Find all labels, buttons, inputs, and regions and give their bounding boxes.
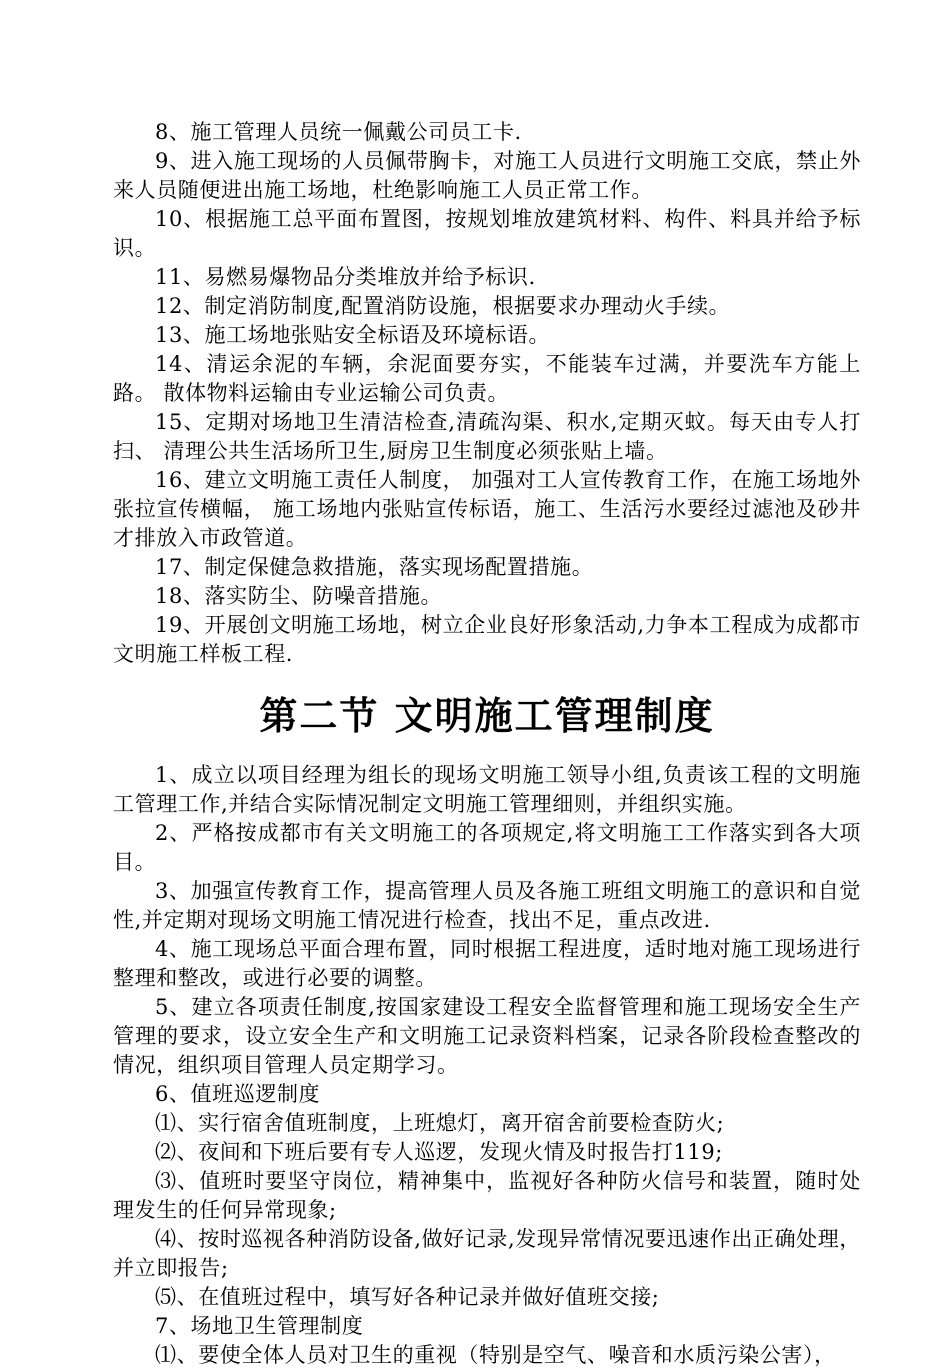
list-item: 7、场地卫生管理制度	[155, 1314, 364, 1338]
list-item: ⑴、实行宿舍值班制度，上班熄灯，离开宿舍前要检查防火;	[155, 1111, 725, 1135]
list-item: 19、开展创文明施工场地，树立企业良好形象活动,力争本工程成为成都市文明施工样板工程.	[113, 613, 861, 666]
list-item: 5、建立各项责任制度,按国家建设工程安全监督管理和施工现场安全生产管理的要求，设立安全生产和文明施工记录资料档案，记录各阶段检查整改的情况，组织项目管理人员定期学习。	[113, 995, 861, 1077]
list-item: 9、进入施工现场的人员佩带胸卡，对施工人员进行文明施工交底，禁止外来人员随便进出施工场地，杜绝影响施工人员正常工作。	[113, 149, 861, 202]
list-item: 2、严格按成都市有关文明施工的各项规定,将文明施工工作落实到各大项目。	[113, 821, 861, 874]
list-item: 17、制定保健急救措施，落实现场配置措施。	[155, 555, 594, 579]
list-item: ⑶、值班时要坚守岗位，精神集中，监视好各种防火信号和装置，随时处理发生的任何异常现象;	[113, 1169, 861, 1222]
list-item: 14、清运余泥的车辆，余泥面要夯实，不能装车过满，并要洗车方能上路。 散体物料运输由专业运输公司负责。	[113, 352, 861, 405]
list-item: ⑸、在值班过程中，填写好各种记录并做好值班交接;	[155, 1285, 660, 1309]
section-heading: 第二节 文明施工管理制度	[259, 694, 715, 738]
list-item: 12、制定消防制度,配置消防设施，根据要求办理动火手续。	[155, 294, 731, 318]
list-item: ⑵、夜间和下班后要有专人巡逻，发现火情及时报告打119;	[155, 1140, 723, 1164]
list-item: 6、值班巡逻制度	[155, 1082, 321, 1106]
list-item: 13、施工场地张贴安全标语及环境标语。	[155, 323, 551, 347]
list-item: 11、易燃易爆物品分类堆放并给予标识.	[155, 265, 536, 289]
document-page	[113, 118, 861, 1370]
list-item: ⑴、要使全体人员对卫生的重视（特别是空气、噪音和水质污染公害），	[155, 1343, 836, 1367]
list-item: 16、建立文明施工责任人制度， 加强对工人宣传教育工作，在施工场地外张拉宣传横幅， 施工场地内张贴宣传标语，施工、生活污水要经过滤池及砂井才排放入市政管道。	[113, 468, 861, 550]
section1-list	[113, 118, 861, 669]
list-item: 8、施工管理人员统一佩戴公司员工卡.	[155, 120, 522, 144]
list-item: 18、落实防尘、防噪音措施。	[155, 584, 443, 608]
list-item: ⑷、按时巡视各种消防设备,做好记录,发现异常情况要迅速作出正确处理，并立即报告;	[113, 1227, 861, 1280]
list-item: 4、施工现场总平面合理布置，同时根据工程进度，适时地对施工现场进行整理和整改，或进行必要的调整。	[113, 937, 861, 990]
list-item: 15、定期对场地卫生清洁检查,清疏沟渠、积水,定期灭蚊。每天由专人打扫、 清理公共生活场所卫生,厨房卫生制度必须张贴上墙。	[113, 410, 861, 463]
list-item: 1、成立以项目经理为组长的现场文明施工领导小组,负责该工程的文明施工管理工作,并结合实际情况制定文明施工管理细则，并组织实施。	[113, 763, 861, 816]
list-item: 10、根据施工总平面布置图，按规划堆放建筑材料、构件、料具并给予标识。	[113, 207, 861, 260]
section2-list	[113, 761, 861, 1370]
list-item: 3、加强宣传教育工作，提高管理人员及各施工班组文明施工的意识和自觉性,并定期对现场文明施工情况进行检查，找出不足，重点改进.	[113, 879, 861, 932]
